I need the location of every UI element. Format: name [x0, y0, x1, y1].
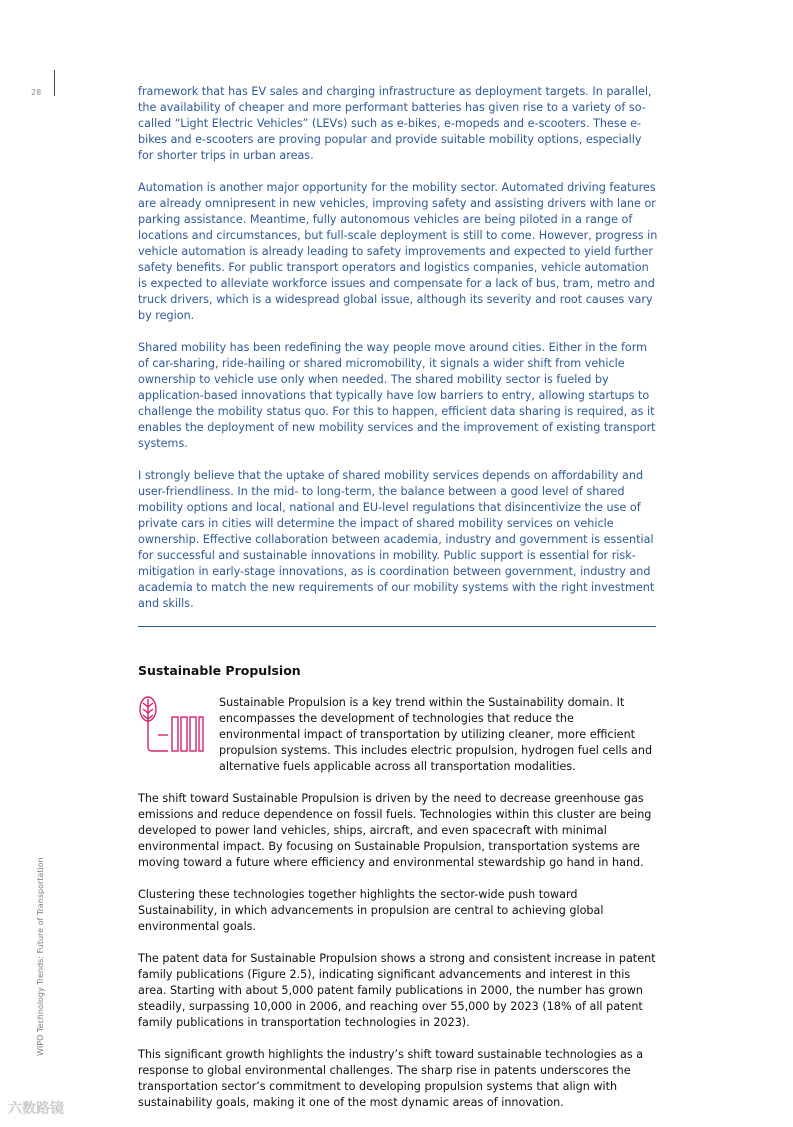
section-divider [138, 626, 656, 627]
quote-paragraph: Shared mobility has been redefining the way people move around cities. Either in the form of car-sharing, ride-hailing or shared micromobility, it signals a wider shift from vehicle ownership to vehicle use only when needed. The shared mobility sector is fueled by application-based innovations that typically have low barriers to entry, allowing startups to challenge the mobility status quo. For this to happen, efficient data sharing is required, as it enables the deployment of new mobility services and the improvement of existing transport systems. [138, 341, 656, 450]
quote-paragraph: I strongly believe that the uptake of shared mobility services depends on affordability and user-friendliness. In the mid- to long-term, the balance between a good level of shared mobility options and local, national and EU-level regulations that disincentivize the use of private cars in cities will determine the impact of shared mobility services on vehicle ownership. Effective collaboration between academia, industry and government is essential for successful and sustainable innovations in mobility. Public support is essential for risk-mitigation in early-stage innovations, as is coordination between government, industry and academia to match the new requirements of our mobility systems with the right investment and skills. [138, 469, 655, 610]
page-number: 28 [31, 88, 42, 97]
margin-rule [54, 70, 55, 96]
section-intro [138, 695, 658, 775]
leaf-battery-icon [138, 695, 204, 753]
main-content [138, 84, 658, 1127]
section-body [138, 791, 658, 1111]
intro-text: Sustainable Propulsion is a key trend within the Sustainability domain. It encompasses the development of technologies that reduce the environmental impact of transportation by utilizing cleaner, more efficient propulsion systems. This includes electric propulsion, hydrogen fuel cells and alternative fuels applicable across all transportation modalities. [219, 696, 653, 773]
quote-paragraph: framework that has EV sales and charging infrastructure as deployment targets. In parallel, the availability of cheaper and more performant batteries has given rise to a variety of so-called “Light Electric Vehicles” (LEVs) such as e-bikes, e-mopeds and e-scooters. These e-bikes and e-scooters are proving popular and provide suitable mobility options, especially for shorter trips in urban areas. [138, 85, 652, 162]
interview-quote [138, 84, 658, 612]
section-heading: Sustainable Propulsion [138, 663, 301, 678]
body-paragraph: The shift toward Sustainable Propulsion is driven by the need to decrease greenhouse gas emissions and reduce dependence on fossil fuels. Technologies within this cluster are being developed to power land vehicles, ships, aircraft, and even spacecraft with minimal environmental impact. By focusing on Sustainable Propulsion, transportation systems are moving toward a future where efficiency and environmental stewardship go hand in hand. [138, 792, 652, 869]
body-paragraph: Clustering these technologies together highlights the sector-wide push toward Sustainability, in which advancements in propulsion are central to achieving global environmental goals. [138, 888, 604, 933]
running-title: WIPO Technology Trends: Future of Transportation [36, 857, 45, 1056]
quote-paragraph: Automation is another major opportunity for the mobility sector. Automated driving features are already omnipresent in new vehicles, improving safety and assisting drivers with lane or parking assistance. Meantime, fully autonomous vehicles are being piloted in a range of locations and circumstances, but full-scale deployment is still to come. However, progress in vehicle automation is already leading to safety improvements and expected to yield further safety benefits. For public transport operators and logistics companies, vehicle automation is expected to alleviate workforce issues and compensate for a lack of bus, tram, metro and truck drivers, which is a widespread global issue, although its severity and root causes vary by region. [138, 181, 658, 322]
body-paragraph: This significant growth highlights the industry’s shift toward sustainable technologies as a response to global environmental challenges. The sharp rise in patents underscores the transportation sector’s commitment to developing propulsion systems that align with sustainability goals, making it one of the most dynamic areas of innovation. [138, 1048, 644, 1109]
watermark: 六数路镜 [8, 1101, 64, 1117]
body-paragraph: The patent data for Sustainable Propulsion shows a strong and consistent increase in patent family publications (Figure 2.5), indicating significant advancements and interest in this area. Starting with about 5,000 patent family publications in 2000, the number has grown steadily, surpassing 10,000 in 2006, and reaching over 55,000 by 2023 (18% of all patent family publications in transportation technologies in 2023). [138, 952, 656, 1029]
